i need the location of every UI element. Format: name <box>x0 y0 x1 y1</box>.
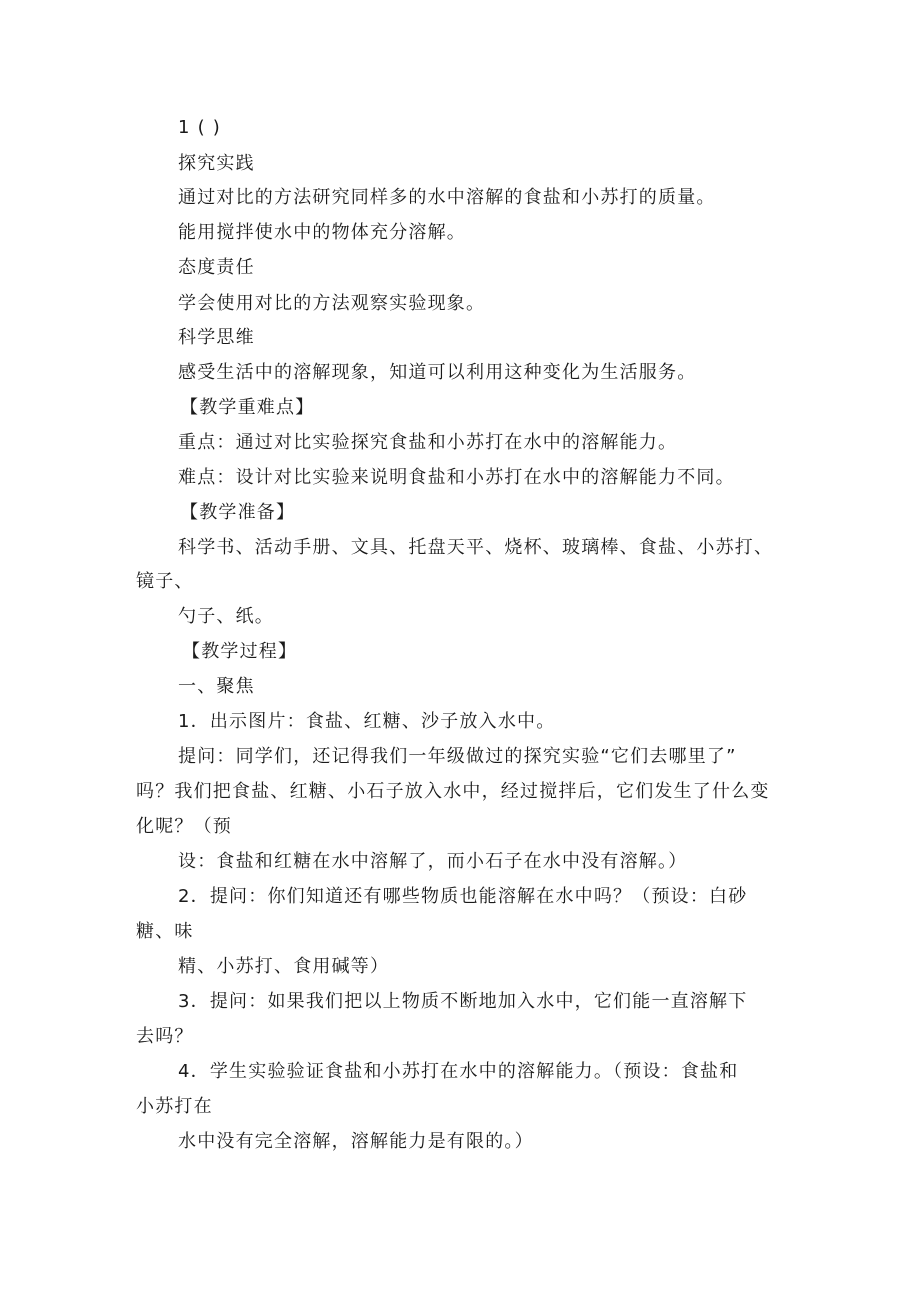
paragraph-line: 勺子、纸。 <box>178 606 274 627</box>
paragraph-line: 设：食盐和红糖在水中溶解了，而小石子在水中没有溶解。） <box>178 851 688 872</box>
paragraph-line: 提问：同学们，还记得我们一年级做过的探究实验“它们去哪里了” <box>178 746 737 767</box>
section-heading: 科学思维 <box>178 327 255 348</box>
paragraph-line: 去吗？ <box>136 1026 194 1047</box>
bracket-heading: 【教学准备】 <box>180 502 296 523</box>
paragraph-line: 小苏打在 <box>136 1096 213 1117</box>
bracket-heading: 【教学过程】 <box>182 641 298 662</box>
paragraph-line: 能用搅拌使水中的物体充分溶解。 <box>178 222 466 243</box>
paragraph-line: 1．出示图片：食盐、红糖、沙子放入水中。 <box>178 711 556 732</box>
paragraph-line: 难点：设计对比实验来说明食盐和小苏打在水中的溶解能力不同。 <box>178 467 735 488</box>
paragraph-line: 4．学生实验验证食盐和小苏打在水中的溶解能力。（预设：食盐和 <box>178 1061 739 1082</box>
paragraph-line: 重点：通过对比实验探究食盐和小苏打在水中的溶解能力。 <box>178 432 678 453</box>
paragraph-line: 糖、味 <box>136 921 194 942</box>
paragraph-line: 3．提问：如果我们把以上物质不断地加入水中，它们能一直溶解下 <box>178 991 748 1012</box>
paragraph-line: 感受生活中的溶解现象，知道可以利用这种变化为生活服务。 <box>178 362 697 383</box>
list-number: 1 ( ) <box>178 117 221 138</box>
paragraph-line: 通过对比的方法研究同样多的水中溶解的食盐和小苏打的质量。 <box>178 187 716 208</box>
paragraph-line: 2．提问：你们知道还有哪些物质也能溶解在水中吗？（预设：白砂 <box>178 886 748 907</box>
paragraph-line: 吗？我们把食盐、红糖、小石子放入水中，经过搅拌后，它们发生了什么变 <box>136 781 770 802</box>
paragraph-line: 科学书、活动手册、文具、托盘天平、烧杯、玻璃棒、食盐、小苏打、 <box>178 537 774 558</box>
section-heading: 探究实践 <box>178 153 255 174</box>
paragraph-line: 水中没有完全溶解，溶解能力是有限的。） <box>178 1131 534 1152</box>
section-heading: 态度责任 <box>178 257 255 278</box>
paragraph-line: 镜子、 <box>136 571 194 592</box>
paragraph-line: 化呢？（预 <box>136 816 232 837</box>
section-heading: 一、聚焦 <box>178 676 255 697</box>
paragraph-line: 精、小苏打、食用碱等） <box>178 956 390 977</box>
bracket-heading: 【教学重难点】 <box>180 397 315 418</box>
paragraph-line: 学会使用对比的方法观察实验现象。 <box>178 293 486 314</box>
